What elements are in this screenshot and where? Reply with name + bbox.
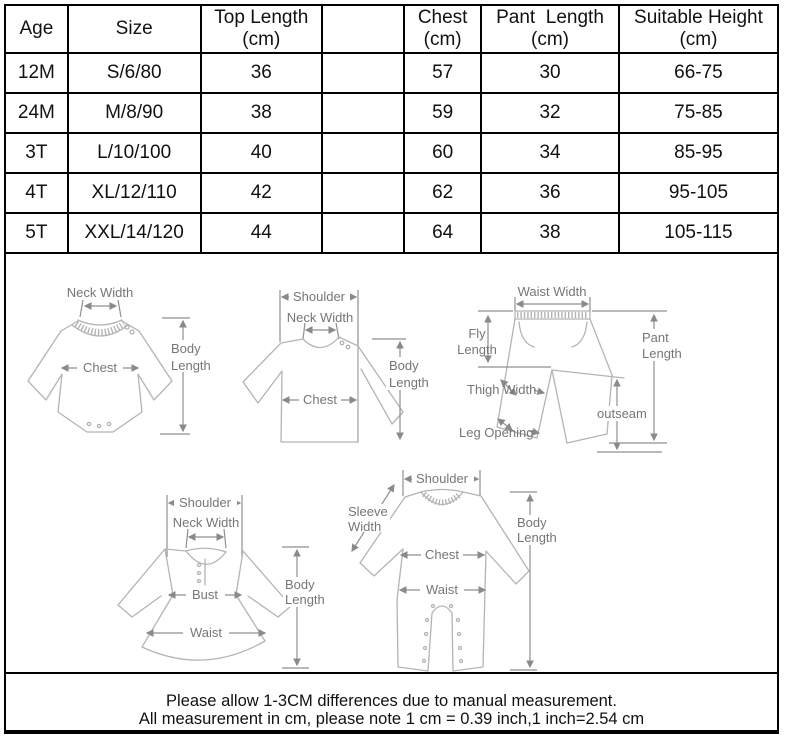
dress-diagram [118, 495, 329, 668]
header-size: Size [68, 6, 201, 53]
cell-top-length: 36 [201, 53, 323, 93]
dress-shoulder-label: Shoulder [178, 495, 232, 510]
bodysuit-neck-width-label: Neck Width [66, 285, 134, 300]
cell-size: M/8/90 [68, 93, 201, 133]
shorts-pant-length-label: Pant [642, 330, 669, 345]
cell-size: XL/12/110 [68, 173, 201, 213]
note-line-2: All measurement in cm, please note 1 cm = 0.39 inch,1 inch=2.54 cm [138, 710, 645, 728]
cell-top-length: 44 [201, 213, 323, 253]
romper-sleeve-width-label: Sleeve [348, 504, 388, 519]
cell-chest: 57 [404, 53, 481, 93]
cell-top-length: 38 [201, 93, 323, 133]
top-shoulder-label: Shoulder [292, 289, 346, 304]
shorts-outseam-label: outseam [597, 406, 647, 421]
cell-age: 3T [6, 133, 68, 173]
cell-age: 12M [6, 53, 68, 93]
top-body-length-label: Length [389, 375, 429, 390]
cell-pant-length: 38 [481, 213, 619, 253]
cell-age: 5T [6, 213, 68, 253]
dress-neck-width-label: Neck Width [172, 515, 240, 530]
bodysuit-diagram [28, 285, 213, 434]
shorts-waist-width-label: Waist Width [517, 284, 587, 299]
header-suitable-height: Suitable Height (cm) [619, 6, 777, 53]
top-neck-width-label: Neck Width [286, 310, 354, 325]
shorts-fly-length-label: Fly [468, 326, 486, 341]
cell-pant-length: 32 [481, 93, 619, 133]
cell-chest: 59 [404, 93, 481, 133]
cell-suitable-height: 105-115 [619, 213, 777, 253]
romper-body-length-label: Length [517, 530, 557, 545]
cell-size: XXL/14/120 [68, 213, 201, 253]
dress-body-length-label: Body [285, 577, 315, 592]
cell-chest: 62 [404, 173, 481, 213]
cell-size: L/10/100 [68, 133, 201, 173]
top-body-length-label: Body [389, 358, 419, 373]
romper-chest-label: Chest [425, 547, 459, 562]
note-line-1: Please allow 1-3CM differences due to manual measurement. [166, 692, 617, 710]
romper-waist-label: Waist [425, 582, 459, 597]
cell-size: S/6/80 [68, 53, 201, 93]
romper-sleeve-width-label: Width [348, 519, 382, 534]
header-pant-length: Pant Length (cm) [481, 6, 619, 53]
cell-suitable-height: 66-75 [619, 53, 777, 93]
dress-bust-label: Bust [191, 587, 219, 602]
cell-top-length: 42 [201, 173, 323, 213]
top-diagram [243, 289, 432, 442]
romper-body-length-label: Body [517, 515, 547, 530]
dress-waist-label: Waist [189, 625, 223, 640]
cell-top-length: 40 [201, 133, 323, 173]
bodysuit-chest-label: Chest [83, 360, 117, 375]
cell-suitable-height: 85-95 [619, 133, 777, 173]
header-age: Age [6, 6, 68, 53]
cell-age: 4T [6, 173, 68, 213]
cell-suitable-height: 95-105 [619, 173, 777, 213]
top-chest-label: Chest [303, 392, 337, 407]
bodysuit-body-length-label: Body [171, 341, 201, 356]
shorts-diagram [457, 284, 688, 452]
header-top-length: Top Length (cm) [201, 6, 323, 53]
shorts-leg-opening-label: Leg Opening [459, 425, 534, 440]
romper-shoulder-label: Shoulder [415, 471, 469, 486]
dress-body-length-label: Length [285, 592, 325, 607]
cell-suitable-height: 75-85 [619, 93, 777, 133]
shorts-fly-length-label: Length [457, 342, 497, 357]
cell-chest: 60 [404, 133, 481, 173]
cell-pant-length: 34 [481, 133, 619, 173]
cell-pant-length: 36 [481, 173, 619, 213]
bodysuit-body-length-label: Length [171, 358, 211, 373]
cell-pant-length: 30 [481, 53, 619, 93]
header-chest: Chest (cm) [404, 6, 481, 53]
romper-diagram [346, 470, 559, 671]
cell-age: 24M [6, 93, 68, 133]
cell-chest: 64 [404, 213, 481, 253]
shorts-thigh-width-label: Thigh Width [467, 382, 537, 397]
shorts-pant-length-label: Length [642, 346, 682, 361]
